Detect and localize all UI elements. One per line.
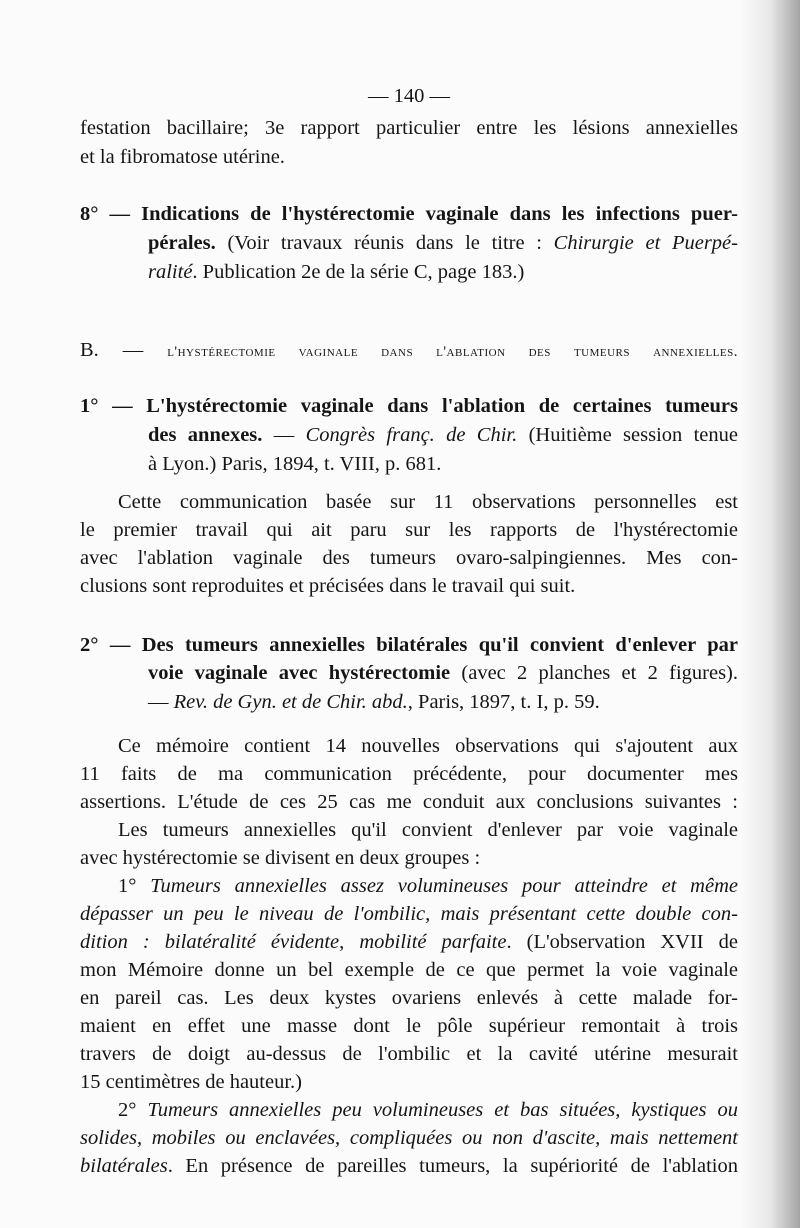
text-line bbox=[80, 986, 738, 1010]
text-line bbox=[80, 1154, 738, 1178]
bold-text: 1° — L'hystérectomie vaginale dans l'ablation de certaines tumeurs bbox=[80, 395, 738, 417]
bold-text: 8° — Indications de l'hystérectomie vaginale dans les infections puer- bbox=[80, 203, 738, 225]
page-edge-shadow bbox=[740, 0, 800, 1228]
text-segment: . (L'observation XVII de bbox=[506, 931, 739, 953]
text-line bbox=[80, 958, 738, 982]
italic-text: Chirurgie et Puerpé- bbox=[553, 232, 738, 254]
text-segment: à Lyon.) Paris, 1894, t. VIII, p. 681. bbox=[148, 453, 442, 475]
text-line bbox=[80, 394, 738, 418]
text-segment: 15 centimètres de hauteur.) bbox=[80, 1071, 302, 1093]
text-line bbox=[80, 202, 738, 226]
text-segment: (Voir travaux réunis dans le titre : bbox=[215, 232, 554, 254]
text-segment: en pareil cas. Les deux kystes ovariens enlevés à cette malade for- bbox=[80, 987, 738, 1009]
text-segment: , Paris, 1897, t. I, p. 59. bbox=[407, 691, 600, 713]
text-line bbox=[118, 490, 738, 514]
text-line bbox=[80, 846, 480, 870]
text-segment: mon Mémoire donne un bel exemple de ce que permet la voie vaginale bbox=[80, 959, 738, 981]
text-segment: — bbox=[262, 424, 306, 446]
text-segment: clusions sont reproduites et précisées dans le travail qui suit. bbox=[80, 575, 576, 597]
bold-text: pérales. bbox=[148, 232, 216, 254]
text-segment: Les tumeurs annexielles qu'il convient d'enlever par voie vaginale bbox=[118, 819, 738, 841]
text-line bbox=[148, 423, 738, 447]
text-segment: B. — bbox=[80, 339, 168, 361]
text-segment: assertions. L'étude de ces 25 cas me conduit aux conclusions suivantes : bbox=[80, 791, 738, 813]
text-segment: et la fibromatose utérine. bbox=[80, 146, 285, 168]
italic-text: Rev. de Gyn. et de Chir. abd. bbox=[173, 691, 408, 713]
text-segment: Ce mémoire contient 14 nouvelles observations qui s'ajoutent aux bbox=[118, 735, 738, 757]
italic-text: bilatérales bbox=[80, 1155, 168, 1177]
text-line bbox=[80, 790, 738, 814]
text-segment: avec l'ablation vaginale des tumeurs ovaro-salpingiennes. Mes con- bbox=[80, 547, 738, 569]
text-line bbox=[80, 546, 738, 570]
text-line bbox=[118, 1098, 738, 1122]
text-line bbox=[80, 1070, 360, 1094]
text-line bbox=[80, 338, 738, 364]
text-line bbox=[80, 762, 738, 786]
italic-text: dition : bilatéralité évidente, mobilité parfaite bbox=[80, 931, 507, 953]
text-line bbox=[148, 661, 738, 685]
text-line bbox=[80, 902, 738, 926]
page-number: — 140 — bbox=[368, 85, 450, 107]
italic-text: dépasser un peu le niveau de l'ombilic, mais présentant cette double con- bbox=[80, 903, 738, 925]
text-line bbox=[148, 690, 600, 714]
text-line bbox=[118, 818, 738, 842]
text-line bbox=[118, 734, 738, 758]
text-segment: 1° bbox=[118, 875, 151, 897]
text-segment: maient en effet une masse dont le pôle supérieur remontait à trois bbox=[80, 1015, 738, 1037]
text-segment: festation bacillaire; 3e rapport particulier entre les lésions annexielles bbox=[80, 117, 738, 139]
text-line bbox=[80, 1126, 738, 1150]
text-line bbox=[80, 930, 738, 954]
text-line bbox=[148, 231, 738, 255]
text-segment: avec hystérectomie se divisent en deux groupes : bbox=[80, 847, 481, 869]
text-line bbox=[80, 1014, 738, 1038]
text-segment: l'hystérectomie vaginale dans l'ablation des tumeurs annexielles. bbox=[167, 344, 738, 360]
text-line bbox=[80, 518, 738, 542]
bold-text: 2° — Des tumeurs annexielles bilatérales qu'il convient d'enlever par bbox=[80, 634, 738, 656]
text-segment: le premier travail qui ait paru sur les rapports de l'hystérectomie bbox=[80, 519, 738, 541]
text-segment: travers de doigt au-dessus de l'ombilic et la cavité utérine mesurait bbox=[80, 1043, 738, 1065]
text-segment: 2° bbox=[118, 1099, 148, 1121]
text-segment: Cette communication basée sur 11 observations personnelles est bbox=[118, 491, 738, 513]
italic-text: Tumeurs annexielles peu volumineuses et bas situées, kystiques ou bbox=[147, 1099, 738, 1121]
text-line bbox=[80, 145, 380, 169]
text-line bbox=[148, 452, 548, 476]
text-segment: (Huitième session tenue bbox=[517, 424, 738, 446]
text-line bbox=[80, 1042, 738, 1066]
italic-text: ralité bbox=[148, 261, 193, 283]
text-segment: 11 faits de ma communication précédente, pour documenter mes bbox=[80, 763, 738, 785]
text-segment: — bbox=[148, 691, 174, 713]
text-segment: (avec 2 planches et 2 figures). bbox=[450, 662, 739, 684]
italic-text: Congrès franç. de Chir. bbox=[305, 424, 518, 446]
text-line bbox=[80, 633, 738, 657]
italic-text: solides, mobiles ou enclavées, compliquées ou non d'ascite, mais nettement bbox=[80, 1127, 738, 1149]
text-line bbox=[118, 874, 738, 898]
text-segment: . Publication 2e de la série C, page 183.) bbox=[192, 261, 525, 283]
bold-text: voie vaginale avec hystérectomie bbox=[148, 662, 451, 684]
text-line bbox=[80, 116, 738, 140]
bold-text: des annexes. bbox=[148, 424, 263, 446]
text-line bbox=[80, 574, 580, 598]
text-segment: . En présence de pareilles tumeurs, la supériorité de l'ablation bbox=[167, 1155, 738, 1177]
text-line bbox=[148, 260, 548, 284]
italic-text: Tumeurs annexielles assez volumineuses pour atteindre et même bbox=[150, 875, 738, 897]
